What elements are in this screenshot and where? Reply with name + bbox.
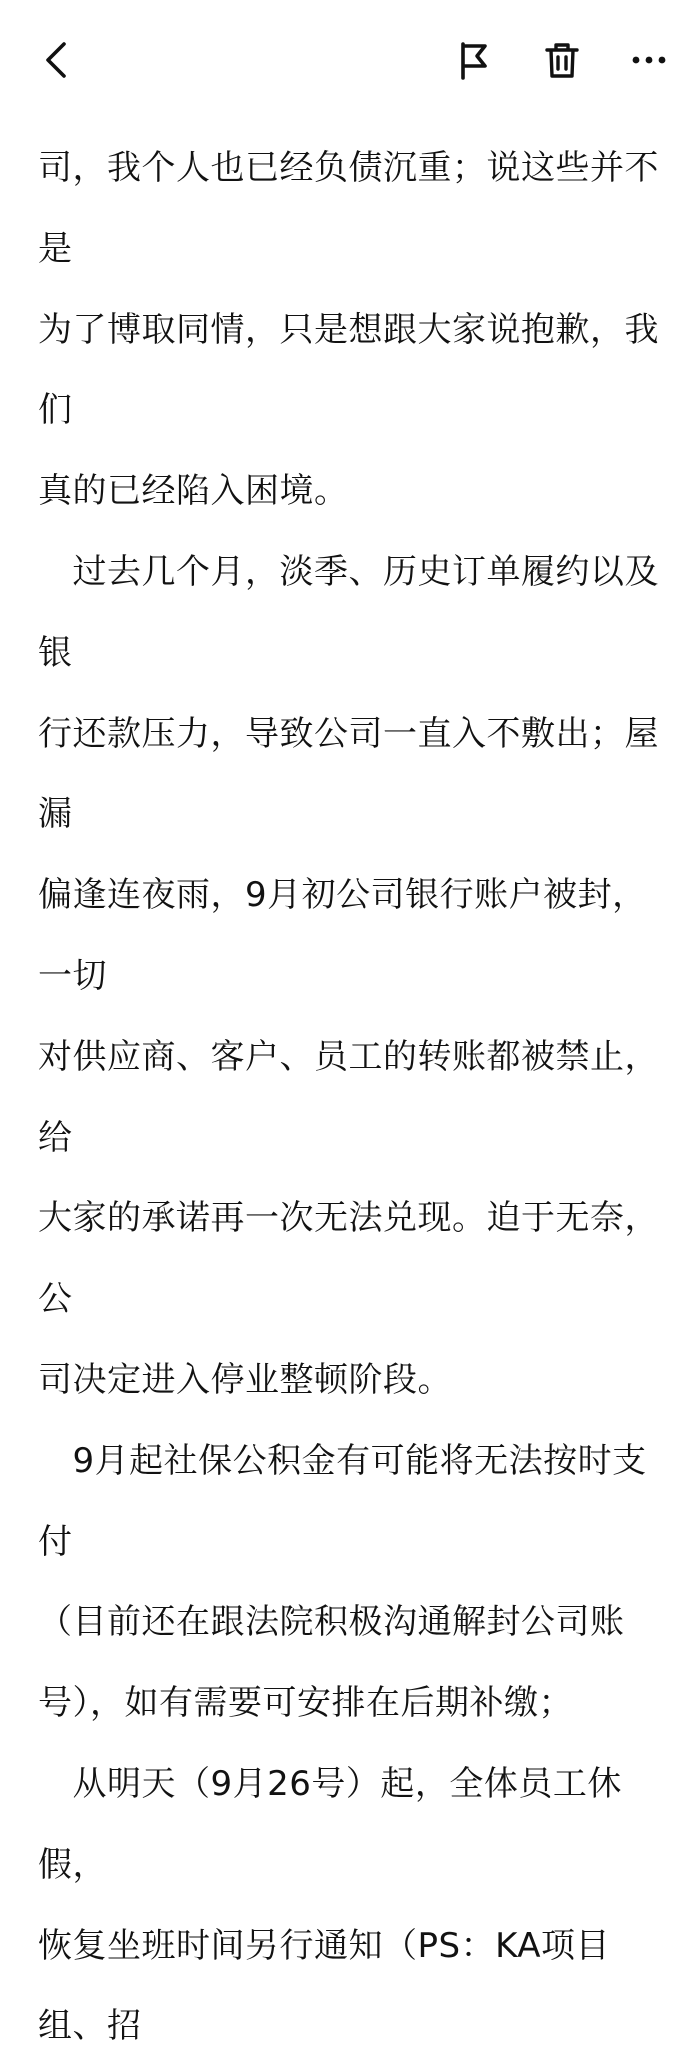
- delete-button[interactable]: [532, 30, 592, 90]
- back-button[interactable]: [28, 30, 88, 90]
- top-toolbar: [0, 0, 700, 120]
- paragraph-3: 9月起社保公积金有可能将无法按时支付 （目前还在跟法院积极沟通解封公司账 号），如有需要可安排在后期补缴；: [38, 1440, 647, 1724]
- flag-button[interactable]: [444, 30, 504, 90]
- article-body: [38, 128, 678, 2067]
- trash-icon: [542, 40, 582, 80]
- chevron-left-icon: [38, 40, 78, 80]
- paragraph-4: 从明天（9月26号）起，全体员工休假， 恢复坐班时间另行通知（PS：KA项目组、招: [38, 1763, 622, 2047]
- more-button[interactable]: [619, 30, 679, 90]
- more-horizontal-icon: [629, 40, 669, 80]
- paragraph-1: 司，我个人也已经负债沉重；说这些并不是 为了博取同情，只是想跟大家说抱歉，我们 真的已经陷入困境。: [38, 148, 659, 512]
- flag-icon: [454, 40, 494, 80]
- paragraph-2: 过去几个月，淡季、历史订单履约以及银 行还款压力，导致公司一直入不敷出；屋漏 偏逢连夜雨，9月初公司银行账户被封，一切 对供应商、客户、员工的转账都被禁止，给 大家的承诺再一次无法兑现。迫于无奈，公 司决定进入停业整顿阶段。: [38, 551, 659, 1400]
